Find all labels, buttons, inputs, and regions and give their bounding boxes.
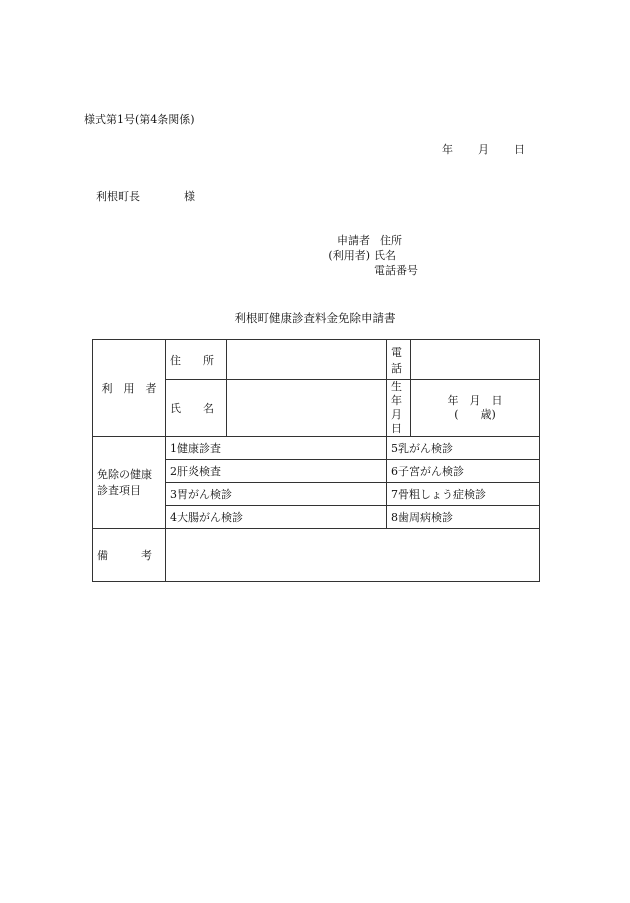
date-month: 月 <box>478 143 489 156</box>
applicant-address-label: 住所 <box>380 234 402 247</box>
applicant-role-label: 申請者 <box>337 234 370 247</box>
exempt-items-label <box>93 437 166 529</box>
applicant-block <box>320 233 418 278</box>
address-label: 住 所 <box>166 340 227 380</box>
addressee-name: 利根町長 <box>96 190 140 203</box>
birthdate-field[interactable] <box>411 380 540 437</box>
phone-label: 電話 <box>387 340 411 380</box>
remarks-field[interactable] <box>166 529 540 582</box>
date-day: 日 <box>514 143 525 156</box>
exempt-item[interactable]: 4大腸がん検診 <box>166 506 387 529</box>
birth-label-line2: 月日 <box>391 408 402 435</box>
user-label: 利 用 者 <box>93 340 166 437</box>
name-field[interactable] <box>227 380 387 437</box>
exempt-item[interactable]: 3胃がん検診 <box>166 483 387 506</box>
document-title: 利根町健康診査料金免除申請書 <box>234 311 396 325</box>
exempt-item[interactable]: 2肝炎検査 <box>166 460 387 483</box>
exempt-items-label-line2: 診査項目 <box>97 483 141 497</box>
remarks-label: 備 考 <box>93 529 166 582</box>
date-year: 年 <box>442 143 453 156</box>
phone-field[interactable] <box>411 340 540 380</box>
exempt-item[interactable]: 7骨粗しょう症検診 <box>387 483 540 506</box>
addressee-honorific: 様 <box>184 190 195 203</box>
exempt-item[interactable]: 1健康診査 <box>166 437 387 460</box>
applicant-name-label: 氏名 <box>374 249 396 262</box>
addressee <box>96 188 195 204</box>
application-form-table <box>92 339 540 582</box>
birth-label-line1: 生年 <box>391 380 402 407</box>
date-line <box>442 141 525 157</box>
applicant-role-sub-label: (利用者) <box>328 249 370 262</box>
birth-label <box>387 380 411 437</box>
birthdate-line1: 年 月 日 <box>447 394 503 407</box>
exempt-item[interactable]: 5乳がん検診 <box>387 437 540 460</box>
form-number: 様式第1号(第4条関係) <box>84 113 195 126</box>
exempt-items-label-line1: 免除の健康 <box>97 467 152 481</box>
applicant-phone-label: 電話番号 <box>374 264 418 277</box>
address-field[interactable] <box>227 340 387 380</box>
exempt-item[interactable]: 8歯周病検診 <box>387 506 540 529</box>
birthdate-line2: ( 歳) <box>454 408 496 421</box>
exempt-item[interactable]: 6子宮がん検診 <box>387 460 540 483</box>
name-label: 氏 名 <box>166 380 227 437</box>
